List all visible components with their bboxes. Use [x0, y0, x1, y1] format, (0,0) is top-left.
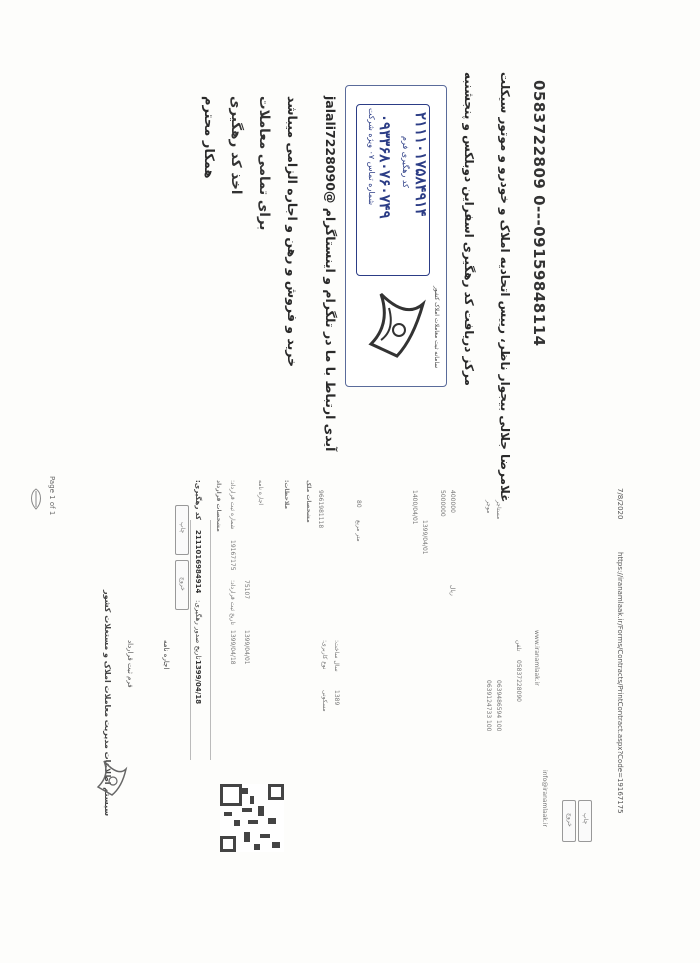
rent-start: 1400/04/01 — [411, 490, 418, 525]
party-id-1: 0639124733 — [485, 680, 492, 719]
footer-url[interactable]: https://iranamlaak.ir/Forms/Contracts/PrintContract.aspx?Code=19167175 — [616, 552, 624, 814]
state-emblem-icon — [26, 487, 46, 511]
print-label-bottom: چاپ — [582, 813, 589, 825]
stamp-text-3: کد رهگیری فرم — [401, 136, 410, 188]
print-button-top[interactable] — [175, 505, 189, 555]
system-title: سیستم اطلاعات مدیریت معاملات املاک و مستغلات کشور — [103, 590, 112, 817]
area-value: 80 — [355, 500, 362, 508]
issue-date-label: تاریخ صدور رهگیری: — [194, 600, 202, 660]
issue-date: 1399/04/18 — [194, 660, 202, 705]
form-subtitle: فرم ثبت قرارداد — [126, 640, 134, 688]
all-deals-line: برای تمامی معاملات — [256, 96, 272, 231]
section-property: مشخصات ملک — [305, 480, 312, 523]
qr-code — [220, 784, 284, 852]
tracking-label: کد رهگیری: — [194, 480, 202, 520]
year-label: سال ساخت: — [333, 640, 340, 672]
stamp-text-1: شماره تماس ۰۷ ویژه شرکت — [367, 108, 376, 206]
usage-label: نوع کاربری: — [321, 640, 328, 670]
section-details: مشخصات قرارداد — [215, 480, 222, 532]
agency-stamp — [345, 85, 447, 387]
deal-type: اجاره نامه — [257, 480, 264, 506]
party-id-2: 0639486594 — [495, 680, 502, 719]
stamp-logo-caption: سامانه ثبت معاملات املاک کشور — [433, 286, 440, 369]
contact-line: آیدی ارتباط با ما در تلگرام و اینستاگرام @jalali7228090 — [323, 96, 338, 452]
print-button-bottom[interactable] — [578, 800, 592, 842]
agency-line: غلامرضا جلالی بیجوار ناظر، رییس اتحادیه املاک و خودرو و موتور سیکلت — [498, 72, 512, 503]
website[interactable]: www.iranamlaak.ir — [533, 630, 540, 686]
deposit-amount: 5000000 — [439, 490, 446, 517]
footer-date: 7/8/2020 — [616, 488, 624, 520]
contract-date-label: تاریخ ثبت قرارداد: — [229, 580, 236, 625]
contract-date: 1399/04/18 — [229, 630, 236, 665]
phone-value: 05837228090 — [515, 660, 522, 702]
greeting-line: همکار محترم — [201, 96, 216, 179]
phone-label: تلفن — [515, 640, 522, 652]
contract-type: اجاره نامه — [162, 640, 170, 670]
party-role-1: موجر — [485, 500, 492, 514]
exit-button-bottom[interactable] — [562, 800, 576, 842]
exit-label-bottom: خروج — [566, 813, 573, 827]
center-line: مرکز دریافت کد رهگیری اسفراین دوبلکس و پنجشنبه — [462, 72, 476, 386]
form-number: 75107 — [243, 580, 250, 600]
year-value: 1389 — [333, 690, 340, 706]
rial-unit: ریال — [449, 585, 456, 596]
property-code: 9661981118 — [317, 490, 324, 529]
print-label-top: چاپ — [179, 522, 186, 534]
stamp-text-4: ۲۱۱۱۰۱۷۵۸۴۹۱۴ — [412, 112, 430, 217]
monthly-rent: 400000 — [449, 490, 456, 513]
page-indicator: Page 1 of 1 — [48, 476, 56, 516]
tracking-code: 2111016984914 — [194, 530, 202, 594]
exit-label-top: خروج — [179, 577, 186, 591]
iranamlaak-logo-icon — [92, 757, 132, 801]
tracking-code-line: اخذ کد رهگیری — [228, 96, 244, 195]
party-share-2: 100 — [495, 720, 502, 732]
contract-number: 19167175 — [229, 540, 236, 571]
stamp-text-2: ۰۹۳۳۶۸۰۷۶۰۷۴۹ — [376, 114, 394, 219]
email[interactable]: info@iranamlaak.ir — [541, 770, 548, 827]
rent-note-line: خرید و فروش و رهن و اجاره الزامی میباشد — [285, 96, 300, 368]
rent-end: 1399/04/01 — [421, 520, 428, 555]
start-date: 1399/04/01 — [243, 630, 250, 665]
contract-number-label: شماره ثبت قرارداد: — [229, 480, 236, 530]
party-role-2: مستاجر — [495, 500, 502, 520]
usage-value: مسکونی — [321, 690, 328, 712]
area-unit: متر مربع — [355, 520, 362, 542]
section-notes: ملاحظات: — [283, 480, 290, 510]
party-share-1: 100 — [485, 720, 492, 732]
exit-button-top[interactable] — [175, 560, 189, 610]
agency-logo-icon — [361, 284, 433, 374]
phone-numbers-line: 0583722809 0---09159848114 — [530, 80, 548, 347]
